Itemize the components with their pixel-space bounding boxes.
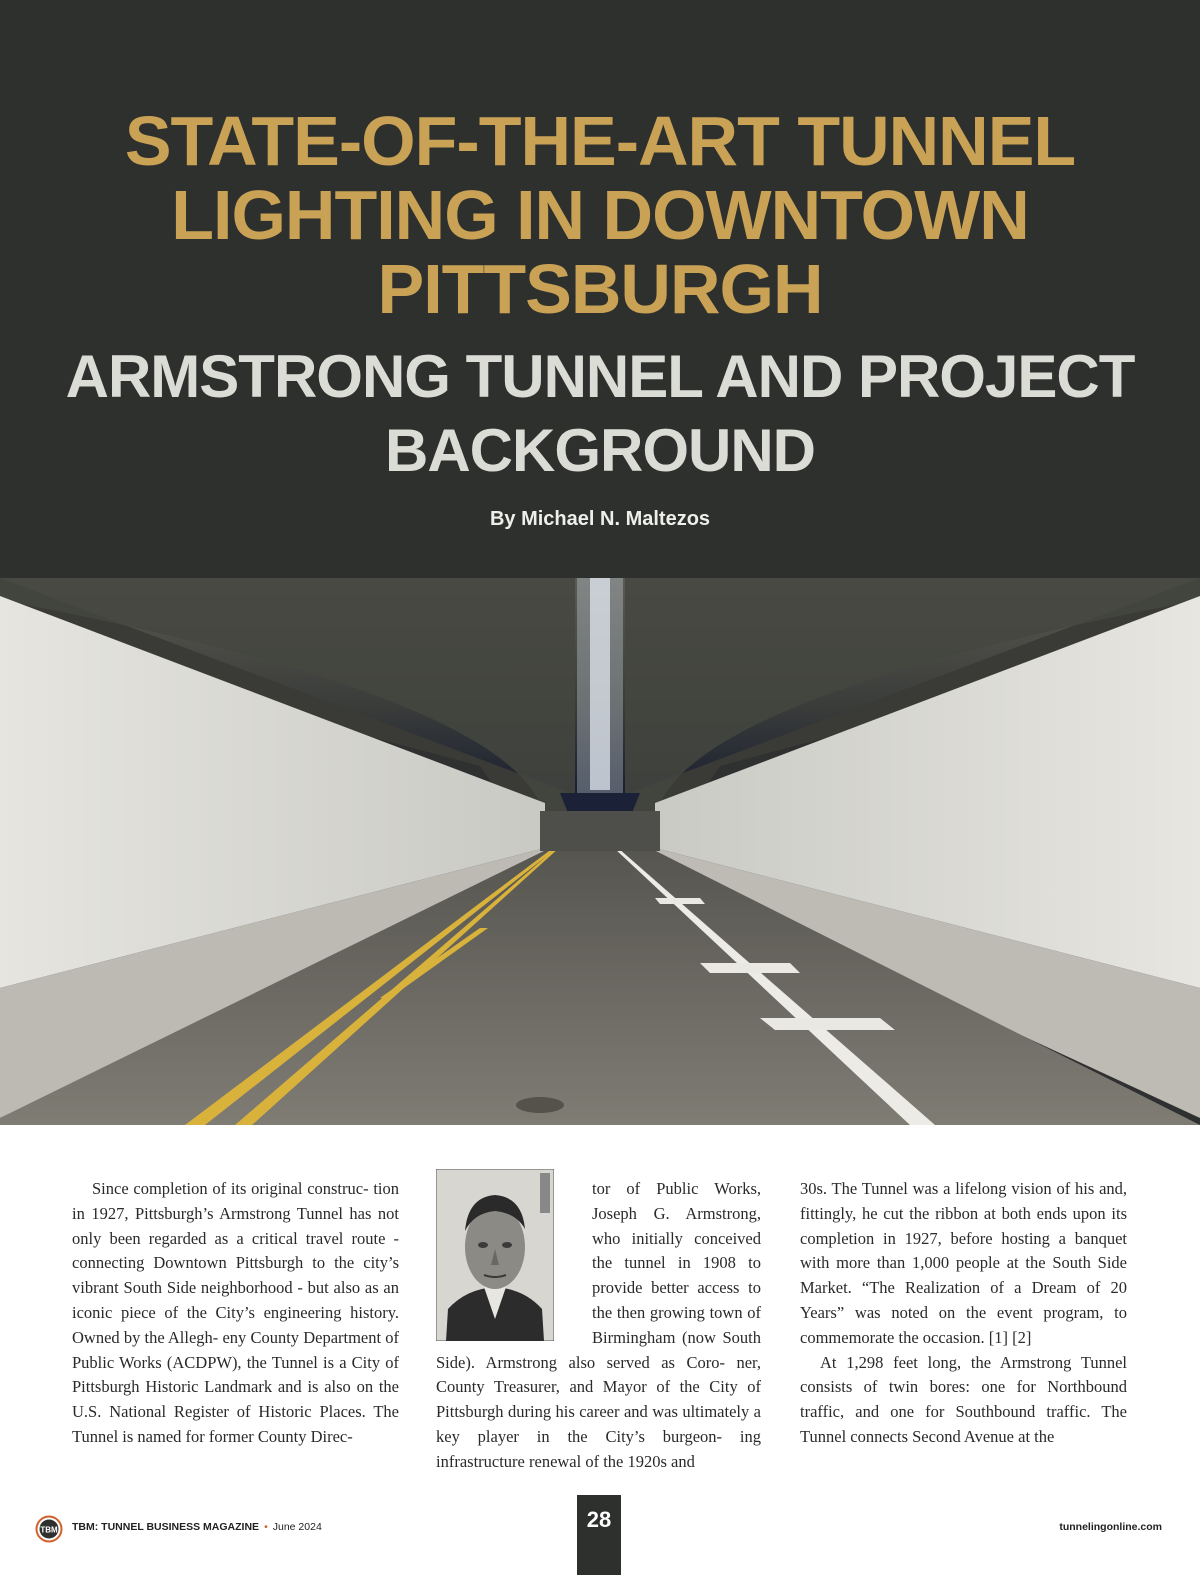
text-line: Historic Landmark and is also on the U.S. (72, 1377, 400, 1422)
text-line: tion in 1927, Pittsburgh’s Armstrong Tunnel (72, 1179, 399, 1223)
text-line: route - connecting Downtown Pittsburgh to (72, 1228, 400, 1273)
article-column-3 (800, 1177, 1127, 1450)
article-title (60, 104, 1140, 326)
page-footer (0, 1495, 1200, 1575)
subtitle-line: ARMSTRONG TUNNEL AND PROJECT (65, 343, 1135, 410)
text-line: the then growing town (592, 1302, 743, 1322)
text-line: Tunnel is named for former County Direc- (72, 1426, 353, 1446)
text-line: traffic, and one for Southbound traffic. The (800, 1402, 1127, 1422)
article-column-1 (72, 1177, 399, 1450)
title-line: LIGHTING IN DOWNTOWN (171, 176, 1029, 254)
article-paragraph (800, 1351, 1127, 1450)
text-line: South Side Market. “The Realization of a (800, 1253, 1127, 1298)
page-number: 28 (586, 1507, 612, 1532)
magazine-name: TBM: TUNNEL BUSINESS MAGAZINE (72, 1521, 260, 1533)
tunnel-photo (0, 578, 1200, 1125)
logo-text: TBM (40, 1525, 58, 1535)
text-line: 30s. The Tunnel was a lifelong vision of his (800, 1179, 1095, 1198)
text-line: South Side). Armstrong also served as Coro- (436, 1327, 761, 1372)
text-line: upon its completion in 1927, before hosting a (800, 1203, 1127, 1248)
text-line: of Birmingham (now (592, 1302, 761, 1347)
separator-dot: • (264, 1521, 268, 1533)
issue-date: June 2024 (272, 1521, 322, 1533)
article-subtitle (60, 340, 1140, 488)
text-line: ultimately a key player in the City’s burgeon- (436, 1402, 761, 1446)
text-line: City of Pittsburgh during his career and was (436, 1377, 761, 1422)
title-line: PITTSBURGH (377, 250, 823, 328)
text-line: consists of twin bores: one for Northbound (800, 1377, 1127, 1397)
text-line: At 1,298 feet long, the Armstrong Tunnel (820, 1352, 1127, 1372)
magazine-info (72, 1521, 322, 1533)
text-line: ner, County Treasurer, and Mayor of the (436, 1352, 762, 1397)
text-line: - but also as an iconic piece of the City’s (72, 1278, 400, 1322)
article-paragraph (72, 1177, 399, 1450)
article-paragraph (800, 1177, 1127, 1351)
author-byline: By Michael N. Maltezos (489, 508, 711, 530)
title-banner (0, 0, 1200, 578)
armstrong-portrait (436, 1169, 554, 1341)
text-line: who initially conceived (592, 1228, 761, 1248)
text-line: banquet with more than 1,000 people at the (800, 1228, 1128, 1273)
text-line: engineering history. Owned by the Allegh- (72, 1302, 400, 1347)
text-line: Since completion of its original construc- (92, 1179, 369, 1198)
text-line: ing infrastructure renewal of the 1920s and (436, 1426, 761, 1471)
website-link[interactable]: tunnelingonline.com (1059, 1521, 1162, 1533)
page-number-box (577, 1495, 621, 1575)
text-line: (ACDPW), the Tunnel is a City of Pittsburgh (72, 1352, 399, 1397)
text-line: provide better access to (592, 1278, 761, 1298)
text-line: has not only been regarded as a critical travel (72, 1203, 399, 1248)
text-line: Dream of 20 Years” was noted on the event (800, 1278, 1128, 1322)
title-line: STATE-OF-THE-ART TUNNEL (124, 102, 1076, 180)
text-line: Tunnel connects Second Avenue at the (800, 1426, 1055, 1446)
text-line: [1] [2] (988, 1327, 1032, 1347)
tbm-logo-icon (35, 1515, 63, 1543)
text-line: the city’s vibrant South Side neighborhood (72, 1253, 399, 1298)
article-column-2 (436, 1177, 761, 1475)
text-line: tor of Public Works, (592, 1179, 761, 1198)
text-line: Joseph G. Armstrong, (592, 1203, 761, 1223)
subtitle-line: BACKGROUND (385, 417, 815, 484)
text-line: eny County Department of Public Works (72, 1327, 399, 1372)
text-line: program, to commemorate the occasion. (800, 1302, 1128, 1347)
text-line: the tunnel in 1908 to (592, 1253, 761, 1273)
text-line: and, fittingly, he cut the ribbon at both ends (800, 1179, 1128, 1223)
text-line: National Register of Historic Places. The (109, 1402, 399, 1422)
